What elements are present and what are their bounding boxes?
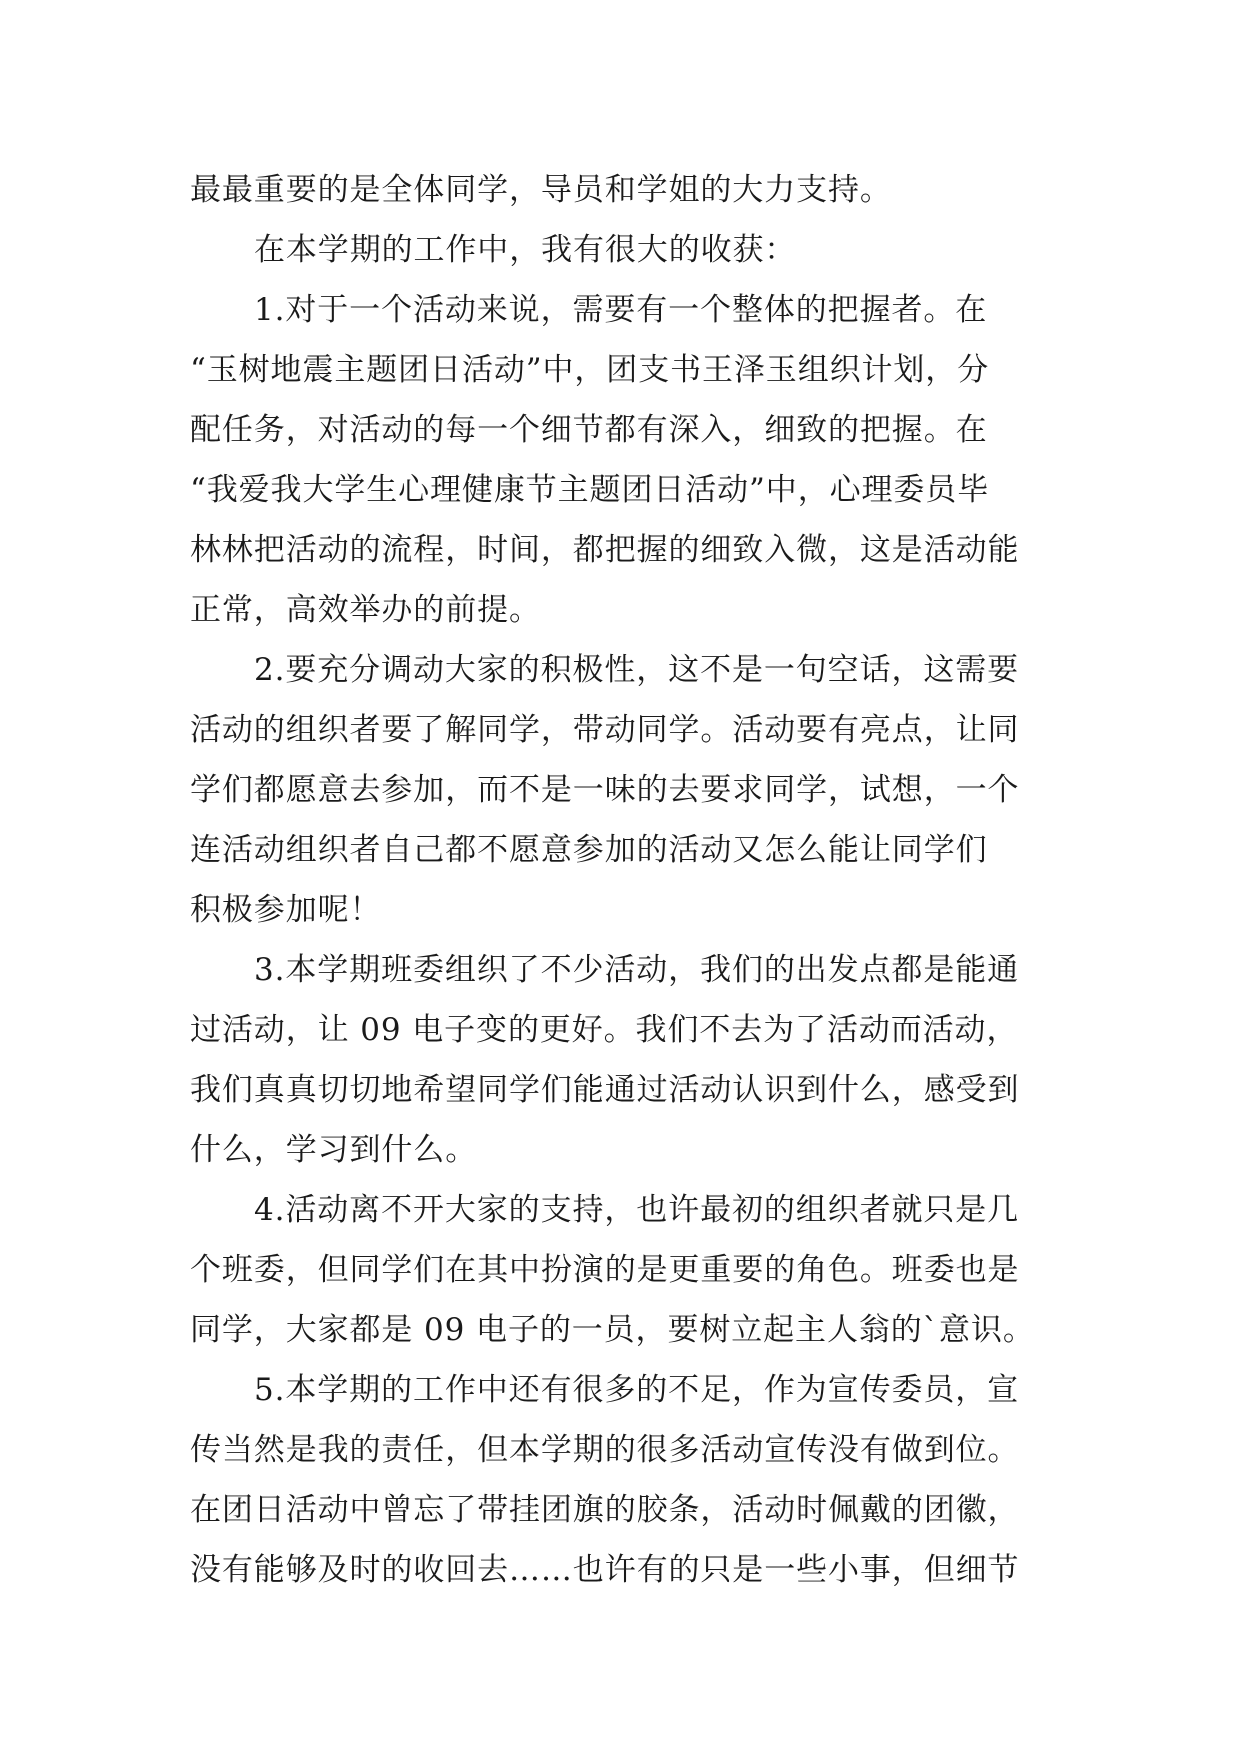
paragraph-item-5: 5.本学期的工作中还有很多的不足，作为宣传委员，宣 [254,1372,1020,1408]
paragraph-item-2: 2.要充分调动大家的积极性，这不是一句空话，这需要 [254,652,1020,688]
paragraph-item-1: 1.对于一个活动来说，需要有一个整体的把握者。在 [254,292,988,328]
paragraph-intro: 在本学期的工作中，我有很大的收获： [254,232,797,268]
text-line: 最最重要的是全体同学，导员和学姐的大力支持。 [190,172,892,208]
text-line: 积极参加呢！ [190,892,382,928]
text-line: 林林把活动的流程，时间，都把握的细致入微，这是活动能 [190,532,1020,568]
text-line: 连活动组织者自己都不愿意参加的活动又怎么能让同学们 [190,832,988,868]
text-line: 学们都愿意去参加，而不是一味的去要求同学，试想，一个 [190,772,1020,808]
text-line: 什么，学习到什么。 [190,1132,478,1168]
paragraph-item-4: 4.活动离不开大家的支持，也许最初的组织者就只是几 [254,1192,1020,1228]
text-line: 个班委，但同学们在其中扮演的是更重要的角色。班委也是 [190,1252,1020,1288]
text-line: 在团日活动中曾忘了带挂团旗的胶条，活动时佩戴的团徽， [190,1492,1020,1528]
text-line: 没有能够及时的收回去……也许有的只是一些小事，但细节 [190,1552,1020,1588]
document-body [190,160,1060,1600]
text-line: 同学，大家都是 09 电子的一员，要树立起主人翁的`意识。 [190,1312,1035,1348]
text-line: 过活动，让 09 电子变的更好。我们不去为了活动而活动， [190,1012,1019,1048]
text-line: “我爱我大学生心理健康节主题团日活动”中，心理委员毕 [190,472,990,508]
text-line: 配任务，对活动的每一个细节都有深入，细致的把握。在 [190,412,988,448]
text-line: 我们真真切切地希望同学们能通过活动认识到什么，感受到 [190,1072,1020,1108]
text-line: 传当然是我的责任，但本学期的很多活动宣传没有做到位。 [190,1432,1020,1468]
paragraph-item-3: 3.本学期班委组织了不少活动，我们的出发点都是能通 [254,952,1020,988]
text-line: 正常，高效举办的前提。 [190,592,541,628]
text-line: “玉树地震主题团日活动”中，团支书王泽玉组织计划，分 [190,352,990,388]
text-line: 活动的组织者要了解同学，带动同学。活动要有亮点，让同 [190,712,1020,748]
